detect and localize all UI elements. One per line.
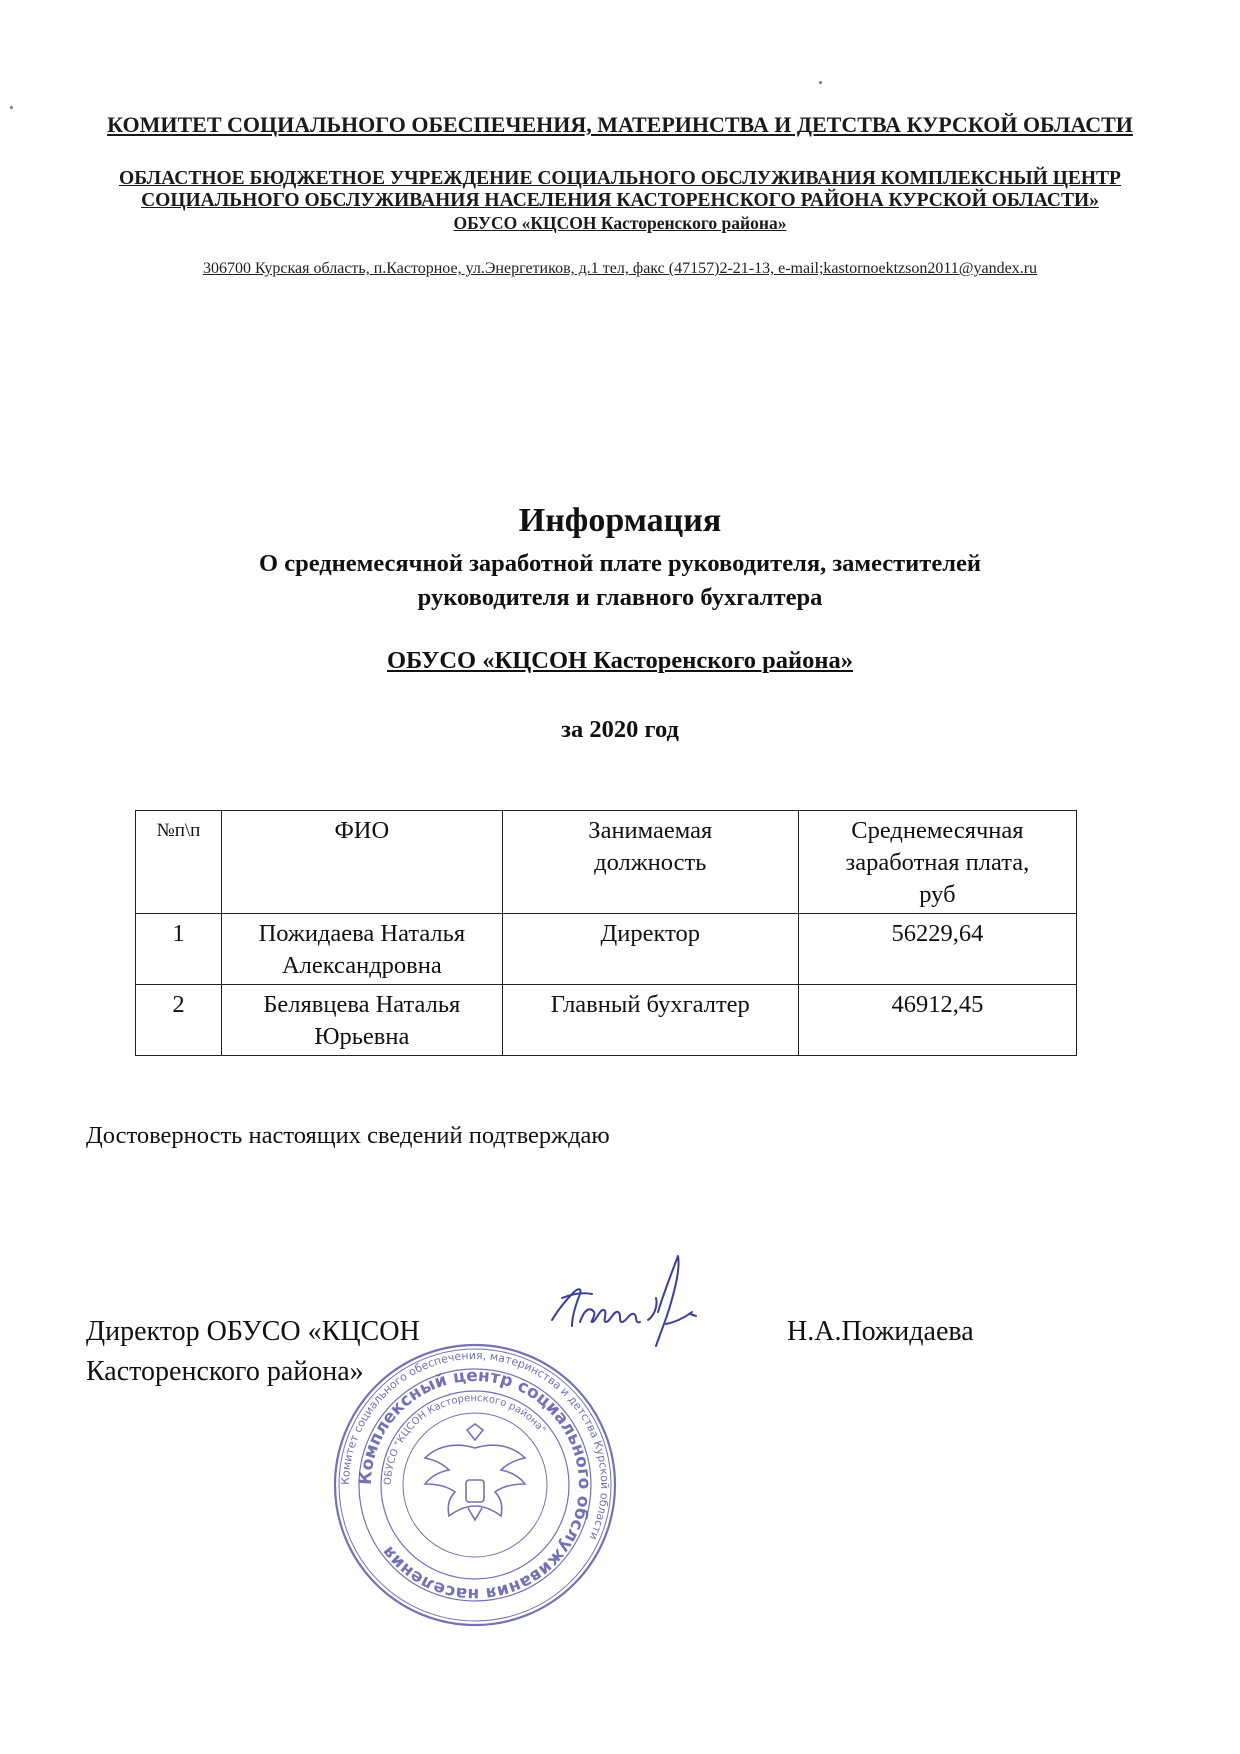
- cell-fio-line1: Белявцева Наталья: [263, 991, 461, 1018]
- cell-number: 1: [136, 914, 222, 985]
- header-position-line2: должность: [594, 849, 707, 876]
- table-header-row: [136, 811, 1077, 914]
- signoff-title-line2: Касторенского района»: [86, 1356, 364, 1387]
- table-row: [136, 985, 1077, 1056]
- document-period: за 2020 год: [561, 716, 679, 743]
- committee-name: КОМИТЕТ СОЦИАЛЬНОГО ОБЕСПЕЧЕНИЯ, МАТЕРИНСТВА И ДЕТСТВА КУРСКОЙ ОБЛАСТИ: [107, 112, 1133, 137]
- signoff-title-line1: Директор ОБУСО «КЦСОН: [86, 1316, 420, 1347]
- header-fio: [221, 811, 502, 914]
- cell-fio: [221, 914, 502, 985]
- document-subtitle-line2: руководителя и главного бухгалтера: [417, 584, 823, 611]
- salary-table: [135, 810, 1077, 1056]
- header-position-line1: Занимаемая: [588, 817, 713, 844]
- stamp-emblem: [425, 1424, 525, 1520]
- cell-position: Директор: [502, 914, 798, 985]
- document-organization: ОБУСО «КЦСОН Касторенского района»: [386, 647, 854, 674]
- cell-fio: [221, 985, 502, 1056]
- confirmation-text: Достоверность настоящих сведений подтверждаю: [86, 1122, 610, 1149]
- cell-position: Главный бухгалтер: [502, 985, 798, 1056]
- header-number-text: №п\п: [156, 820, 201, 841]
- header-salary-line1: Среднемесячная: [851, 817, 1024, 844]
- header-salary-line3: руб: [919, 881, 956, 908]
- stamp-middle-text: Комплексный центр социального обслуживания населения: [355, 1365, 595, 1605]
- table-row: [136, 914, 1077, 985]
- signoff-name: Н.А.Пожидаева: [787, 1316, 974, 1347]
- stamp-inner-text: ОБУСО "КЦСОН Касторенского района": [382, 1392, 548, 1486]
- cell-fio-line2: Юрьевна: [314, 1023, 410, 1050]
- header-number: [136, 811, 222, 914]
- cell-number: 2: [136, 985, 222, 1056]
- cell-salary: 56229,64: [798, 914, 1076, 985]
- institution-name-line1: ОБЛАСТНОЕ БЮДЖЕТНОЕ УЧРЕЖДЕНИЕ СОЦИАЛЬНОГО ОБСЛУЖИВАНИЯ КОМПЛЕКСНЫЙ ЦЕНТР: [119, 168, 1121, 189]
- institution-short-name: ОБУСО «КЦСОН Касторенского района»: [453, 213, 787, 233]
- cell-salary: 46912,45: [798, 985, 1076, 1056]
- document-title: Информация: [518, 502, 722, 539]
- cell-fio-line2: Александровна: [281, 952, 442, 979]
- header-position: [502, 811, 798, 914]
- document-subtitle-line1: О среднемесячной заработной плате руководителя, заместителей: [259, 550, 981, 577]
- institution-name-line2: СОЦИАЛЬНОГО ОБСЛУЖИВАНИЯ НАСЕЛЕНИЯ КАСТОРЕНСКОГО РАЙОНА КУРСКОЙ ОБЛАСТИ»: [141, 190, 1099, 211]
- header-salary-line2: заработная плата,: [845, 849, 1030, 876]
- scan-speck: [819, 81, 822, 84]
- official-stamp-icon: [330, 1340, 620, 1630]
- header-fio-text: ФИО: [334, 817, 390, 844]
- institution-address: 306700 Курская область, п.Касторное, ул.Энергетиков, д.1 тел, факс (47157)2-21-13, e-mail;kastornoektzson2011@yandex.ru: [202, 260, 1038, 277]
- signature-icon: [540, 1250, 720, 1370]
- scan-speck: [10, 106, 13, 109]
- header-salary: [798, 811, 1076, 914]
- stamp-outer-text: Комитет социального обеспечения, материнства и детства Курской области: [338, 1348, 612, 1542]
- cell-fio-line1: Пожидаева Наталья: [258, 920, 466, 947]
